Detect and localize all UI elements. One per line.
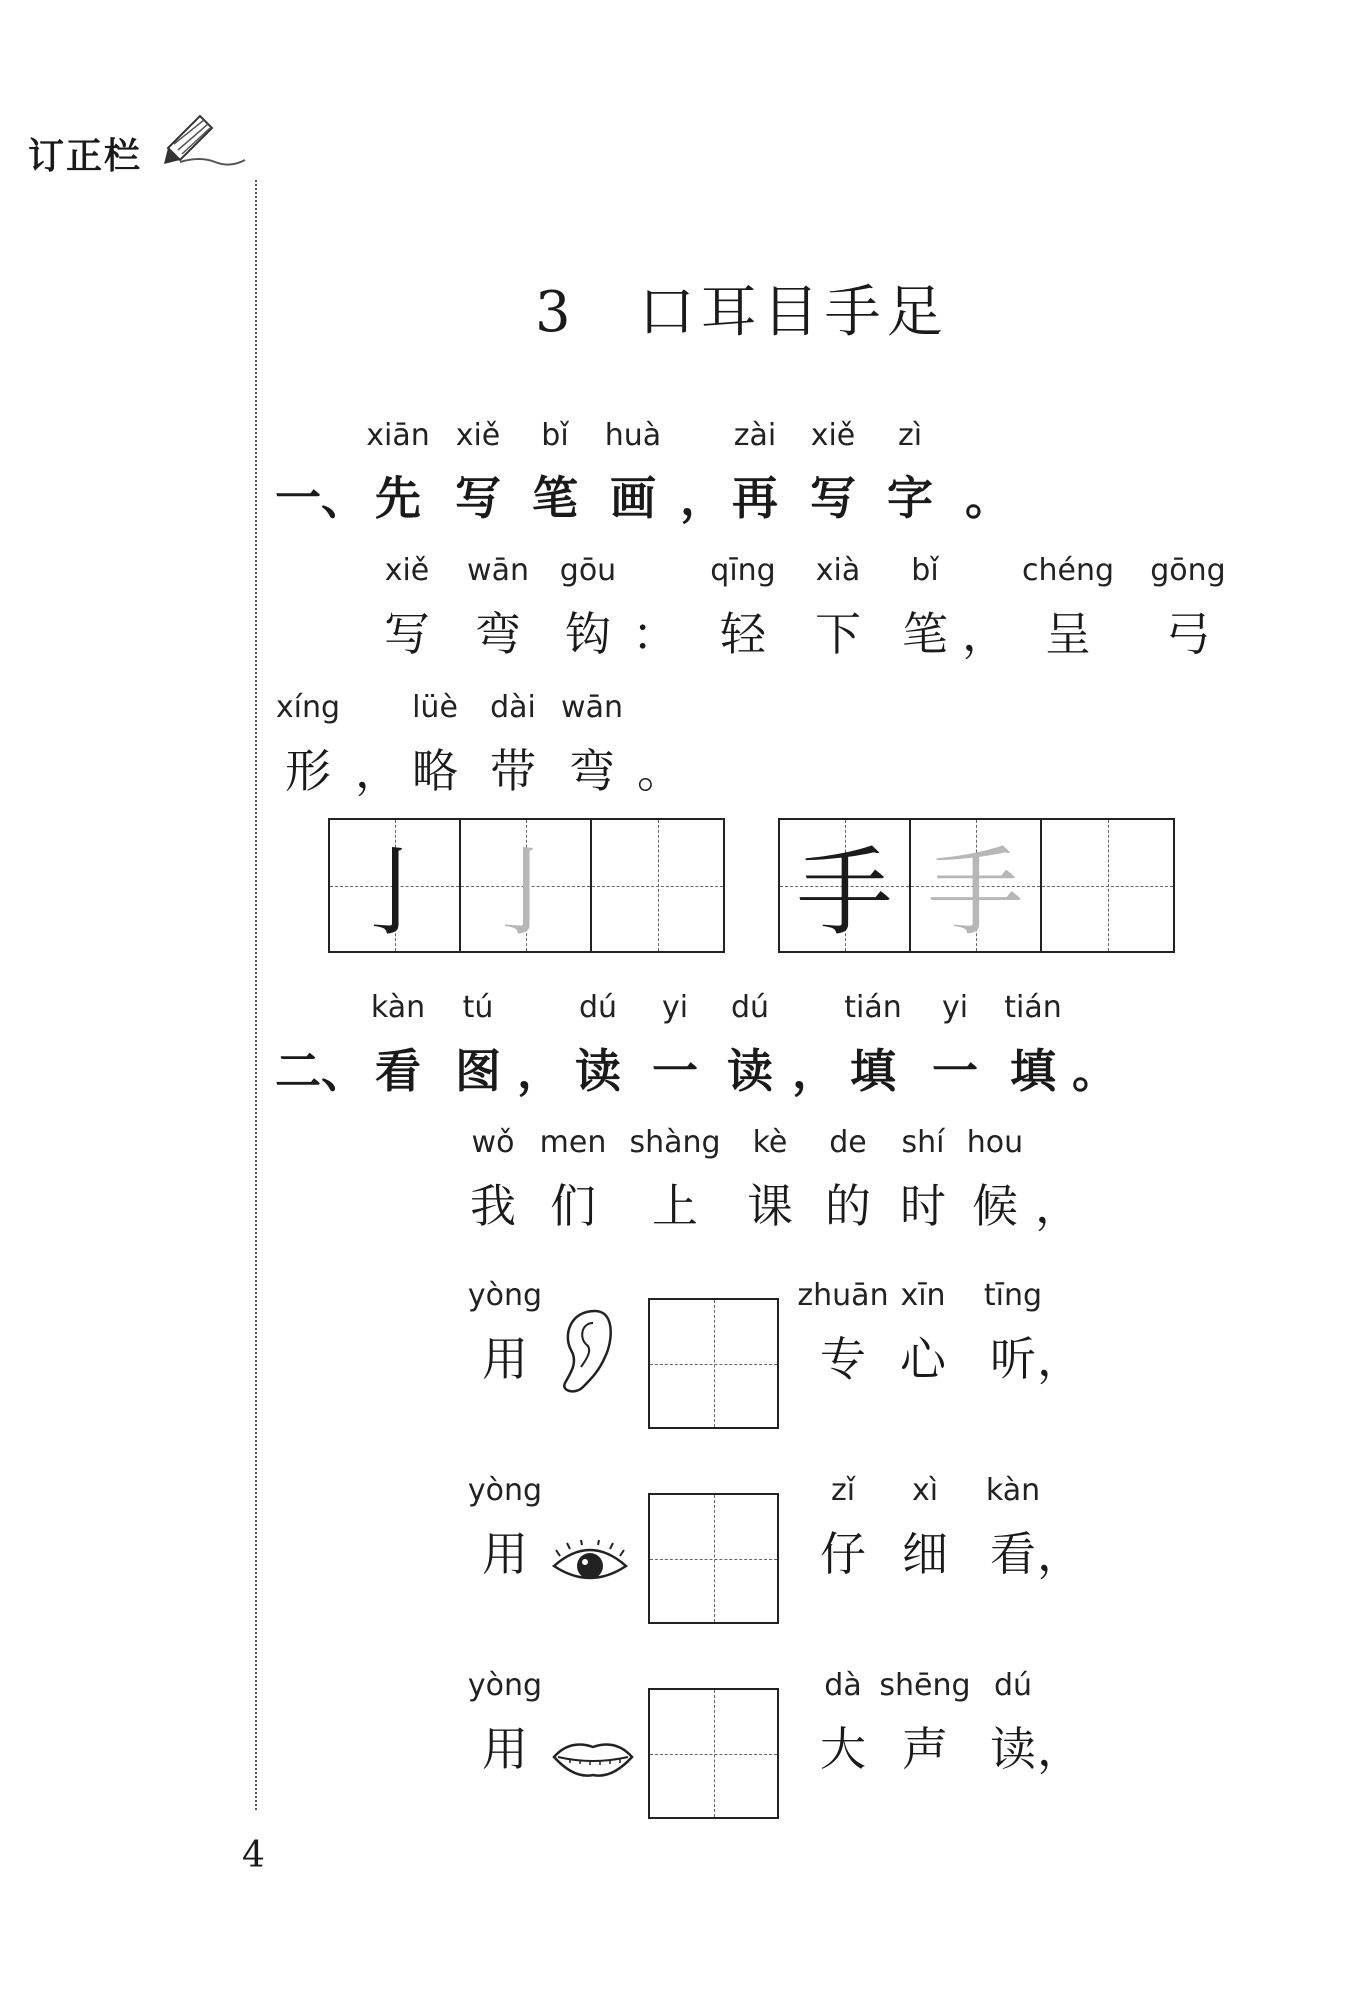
pinyin: tú	[462, 990, 494, 1025]
model-character: 手	[796, 837, 893, 949]
hanzi: 形	[285, 744, 331, 798]
hanzi: 上	[652, 1179, 698, 1233]
pinyin: tián	[844, 990, 902, 1025]
pinyin: dà	[824, 1668, 862, 1703]
hanzi: 笔	[532, 471, 578, 525]
hanzi: 用	[482, 1332, 528, 1386]
model-stroke: 亅	[346, 837, 443, 949]
answer-box[interactable]	[648, 1298, 779, 1429]
punctuation: 。	[965, 471, 1011, 525]
hanzi: 弯	[569, 744, 615, 798]
model-cell	[330, 820, 461, 951]
hanzi: 看	[375, 1044, 421, 1098]
hanzi: 细	[902, 1527, 948, 1581]
character-practice-grid	[778, 818, 1175, 953]
pinyin: qīng	[710, 553, 776, 588]
pinyin: kàn	[370, 990, 426, 1025]
pinyin: dú	[993, 1668, 1033, 1703]
pinyin: shàng	[629, 1125, 721, 1160]
hanzi: 轻	[720, 607, 766, 661]
hanzi: 钩	[565, 607, 611, 661]
hanzi: 略	[412, 744, 458, 798]
hanzi: 我	[470, 1179, 516, 1233]
trace-stroke: 亅	[477, 837, 574, 949]
hanzi: 字	[887, 471, 933, 525]
punctuation: ，	[962, 607, 1008, 661]
pinyin: chéng	[1021, 553, 1115, 588]
trace-character: 手	[927, 837, 1024, 949]
pinyin: yi	[661, 990, 689, 1025]
pinyin: bǐ	[911, 553, 939, 588]
pinyin: de	[829, 1125, 867, 1160]
pinyin: yòng	[467, 1473, 543, 1508]
answer-box[interactable]	[648, 1688, 779, 1819]
pinyin: wǒ	[471, 1125, 515, 1160]
stroke-practice-grid	[328, 818, 725, 953]
punctuation: ，	[792, 1044, 838, 1098]
pinyin: kè	[752, 1125, 788, 1160]
hanzi: 用	[482, 1722, 528, 1776]
pinyin: zì	[897, 418, 923, 453]
punctuation: ，	[1037, 1332, 1083, 1386]
punctuation: 。	[637, 744, 683, 798]
hanzi: 填	[1010, 1044, 1056, 1098]
pinyin: xiě	[384, 553, 430, 588]
hanzi: 心	[900, 1332, 946, 1386]
hanzi: 读	[990, 1722, 1036, 1776]
hanzi: 仔	[820, 1527, 866, 1581]
pinyin: huà	[604, 418, 662, 453]
pinyin: xíng	[275, 690, 341, 725]
hanzi: 用	[482, 1527, 528, 1581]
pinyin: wān	[467, 553, 529, 588]
pinyin: bǐ	[541, 418, 569, 453]
hanzi: 读	[727, 1044, 773, 1098]
hanzi: 看	[990, 1527, 1036, 1581]
pinyin: zǐ	[830, 1473, 856, 1508]
hanzi: 带	[490, 744, 536, 798]
pinyin: yi	[941, 990, 969, 1025]
hanzi: 笔	[902, 607, 948, 661]
pinyin: yòng	[467, 1668, 543, 1703]
pinyin: gōu	[559, 553, 617, 588]
hanzi: 候	[972, 1179, 1018, 1233]
pinyin: zhuān	[797, 1278, 889, 1313]
eye-icon	[550, 1540, 630, 1594]
pinyin: xià	[815, 553, 861, 588]
pinyin: yòng	[467, 1278, 543, 1313]
hanzi: 专	[820, 1332, 866, 1386]
pinyin: hou	[966, 1125, 1024, 1160]
hanzi: 时	[900, 1179, 946, 1233]
hanzi: 写	[455, 471, 501, 525]
trace-cell	[461, 820, 592, 951]
punctuation: ，	[517, 1044, 563, 1098]
hanzi: 写	[384, 607, 430, 661]
hanzi: 弯	[475, 607, 521, 661]
pinyin: shēng	[879, 1668, 971, 1703]
blank-cell[interactable]	[1042, 820, 1173, 951]
hanzi: 呈	[1045, 607, 1091, 661]
hanzi: 听	[990, 1332, 1036, 1386]
pinyin: xiě	[455, 418, 501, 453]
pinyin: wān	[561, 690, 623, 725]
lesson-title: 3 口耳目手足	[535, 280, 949, 345]
answer-box[interactable]	[648, 1493, 779, 1624]
pinyin: kàn	[985, 1473, 1041, 1508]
hanzi: 先	[375, 471, 421, 525]
trace-cell	[911, 820, 1042, 951]
hanzi: 读	[575, 1044, 621, 1098]
pinyin: men	[539, 1125, 607, 1160]
pinyin: dú	[578, 990, 618, 1025]
ear-icon	[555, 1305, 625, 1399]
pinyin: shí	[901, 1125, 945, 1160]
punctuation: ，	[1037, 1722, 1083, 1776]
hanzi: 写	[810, 471, 856, 525]
hanzi: 们	[550, 1179, 596, 1233]
pinyin: gōng	[1150, 553, 1226, 588]
pinyin: xì	[911, 1473, 939, 1508]
hanzi: 一	[932, 1044, 978, 1098]
margin-divider	[255, 180, 257, 1810]
mouth-icon	[550, 1735, 636, 1785]
pencil-icon	[160, 108, 250, 168]
hanzi: 画	[610, 471, 656, 525]
hanzi: 课	[747, 1179, 793, 1233]
hanzi: 图	[455, 1044, 501, 1098]
hanzi: 再	[732, 471, 778, 525]
pinyin: tīng	[983, 1278, 1043, 1313]
hanzi: 声	[902, 1722, 948, 1776]
section-number: 一、	[275, 471, 367, 525]
hanzi: 填	[850, 1044, 896, 1098]
pinyin: tián	[1004, 990, 1062, 1025]
hanzi: 一	[652, 1044, 698, 1098]
punctuation: ：	[632, 607, 678, 661]
pinyin: dài	[490, 690, 536, 725]
page-number: 4	[242, 1835, 265, 1876]
model-cell	[780, 820, 911, 951]
pinyin: zài	[733, 418, 777, 453]
pinyin: xiān	[366, 418, 430, 453]
correction-column-label: 订正栏	[28, 136, 143, 177]
punctuation: 。	[1072, 1044, 1118, 1098]
punctuation: ，	[355, 744, 401, 798]
hanzi: 大	[820, 1722, 866, 1776]
hanzi: 的	[825, 1179, 871, 1233]
pinyin: dú	[730, 990, 770, 1025]
pinyin: xiě	[810, 418, 856, 453]
blank-cell[interactable]	[592, 820, 723, 951]
section-number: 二、	[275, 1044, 367, 1098]
punctuation: ，	[1035, 1179, 1081, 1233]
hanzi: 下	[815, 607, 861, 661]
pinyin: xīn	[900, 1278, 946, 1313]
hanzi: 弓	[1165, 607, 1211, 661]
punctuation: ，	[1037, 1527, 1083, 1581]
pinyin: lüè	[412, 690, 458, 725]
punctuation: ，	[680, 471, 726, 525]
